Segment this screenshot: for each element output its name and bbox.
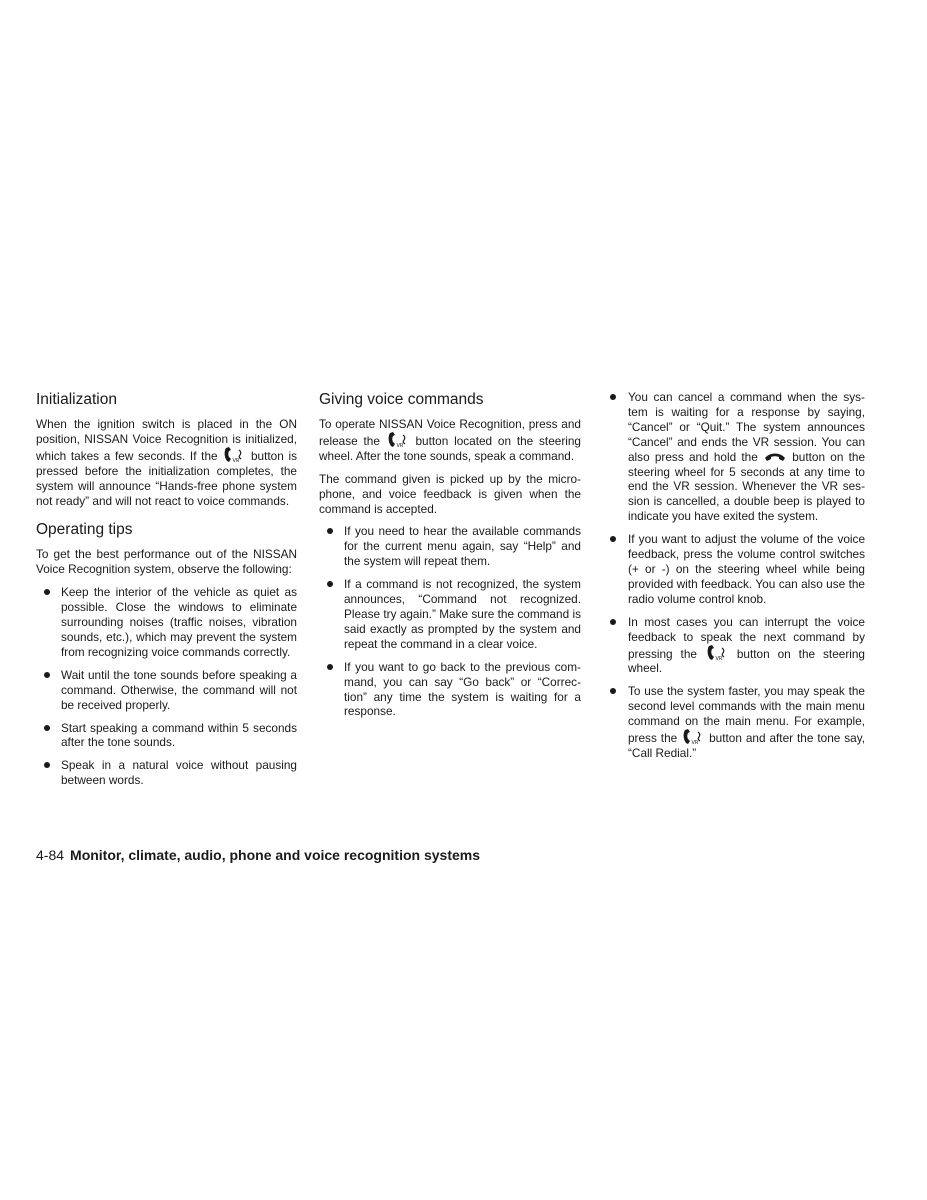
- bullet-icon: [44, 762, 50, 768]
- bullet-icon: [327, 528, 333, 534]
- initialization-text-b: button is pressed before the initialization completes, the system will announce “Hands-free phone system not ready” and will not react to voice commands.: [36, 448, 298, 508]
- svg-text:VR: VR: [396, 442, 404, 448]
- bullet-icon: [44, 725, 50, 731]
- giving-voice-commands-heading: Giving voice commands: [319, 391, 484, 408]
- giving-voice-commands-paragraph: [319, 417, 581, 464]
- voice-commands-text-a: To operate NISSAN Voice Recognition, press and release the: [319, 417, 581, 448]
- list-item-text-b: button on the steering wheel.: [628, 646, 865, 676]
- operating-tips-intro: To get the best performance out of the NISSAN Voice Recognition system, observe the following:: [36, 547, 297, 577]
- phone-hangup-icon: [764, 452, 786, 464]
- initialization-paragraph: [36, 417, 297, 508]
- phone-talk-voice-icon: [706, 645, 728, 661]
- page-footer: [36, 846, 480, 864]
- list-item: [36, 721, 297, 751]
- initialization-heading: Initialization: [36, 391, 117, 408]
- list-item-text-a: In most cases you can interrupt the voice feedback to speak the next command by pressing the: [628, 614, 865, 661]
- list-item: [604, 684, 865, 761]
- svg-text:VR: VR: [691, 740, 699, 746]
- list-item: [36, 758, 297, 788]
- bullet-icon: [610, 619, 616, 625]
- bullet-icon: [610, 536, 616, 542]
- svg-text:VR: VR: [232, 457, 240, 463]
- operating-tips-list: [36, 585, 297, 788]
- list-item: [319, 660, 581, 720]
- phone-talk-voice-icon: [387, 432, 409, 448]
- voice-commands-list: [319, 524, 581, 719]
- column-middle: [319, 390, 581, 727]
- bullet-icon: [327, 581, 333, 587]
- list-item: [604, 532, 865, 607]
- phone-talk-voice-icon: [223, 447, 245, 463]
- chapter-title: Monitor, climate, audio, phone and voice recognition systems: [70, 847, 480, 863]
- list-item-text: If you want to go back to the previous com-mand, you can say “Go back” or “Correc-tion” any time the system is waiting for a response.: [344, 659, 581, 719]
- column-left: [36, 390, 297, 796]
- list-item: [604, 615, 865, 677]
- bullet-icon: [44, 589, 50, 595]
- list-item-text-a: To use the system faster, you may speak the second level commands with the main menu command on the main menu. For example, press the: [628, 684, 865, 746]
- voice-commands-text-b: button located on the steering wheel. After the tone sounds, speak a command.: [319, 433, 581, 463]
- list-item-text-b: button and after the tone say, “Call Redial.”: [628, 731, 866, 760]
- list-item: [36, 585, 297, 660]
- list-item-text: Start speaking a command within 5 seconds after the tone sounds.: [61, 720, 297, 750]
- bullet-icon: [327, 664, 333, 670]
- list-item-text: Wait until the tone sounds before speaking a command. Otherwise, the command will not be received properly.: [61, 667, 297, 712]
- phone-talk-voice-icon: [682, 729, 704, 745]
- list-item-text: Speak in a natural voice without pausing between words.: [61, 758, 297, 788]
- list-item: [604, 390, 865, 524]
- list-item-text: If you want to adjust the volume of the voice feedback, press the volume control switches (+ or -) on the steering wheel while being provided with feedback. You can also use the radio volume control knob.: [628, 532, 865, 606]
- svg-text:VR: VR: [715, 655, 723, 661]
- command-feedback-paragraph: The command given is picked up by the micro-phone, and voice feedback is given when the command is accepted.: [319, 471, 581, 516]
- list-item-text-b: button on the steering wheel for 5 seconds at any time to end the VR session. Whenever the VR ses-sion is cancelled, a double beep is played to indicate you have exited the system.: [628, 449, 866, 524]
- initialization-text-a: When the ignition switch is placed in the ON position, NISSAN Voice Recognition is initialized, which takes a few seconds. If the: [36, 417, 297, 463]
- voice-tips-list: [604, 390, 865, 761]
- list-item-text: Keep the interior of the vehicle as quiet as possible. Close the windows to eliminate surrounding noises (traffic noises, vibration sounds, etc.), which may prevent the system from recognizing voice commands correctly.: [61, 585, 297, 659]
- page-number: 4-84: [36, 847, 65, 863]
- bullet-icon: [610, 688, 616, 694]
- column-right: [604, 390, 865, 769]
- list-item: [319, 577, 581, 652]
- list-item-text: If you need to hear the available commands for the current menu again, say “Help” and the system will repeat them.: [344, 524, 581, 569]
- operating-tips-heading: Operating tips: [36, 521, 133, 539]
- list-item: [36, 668, 297, 713]
- list-item-text: If a command is not recognized, the system announces, “Command not recognized. Please try again.” Make sure the command is said exactly as prompted by the system and repeat the command in a clear voice.: [344, 577, 581, 651]
- list-item-text-a: You can cancel a command when the sys-tem is waiting for a response by saying, “Cancel” or “Quit.” The system announces “Cancel” and ends the VR session. You can also press and hold the: [628, 390, 865, 464]
- list-item: [319, 524, 581, 569]
- bullet-icon: [44, 672, 50, 678]
- bullet-icon: [610, 394, 616, 400]
